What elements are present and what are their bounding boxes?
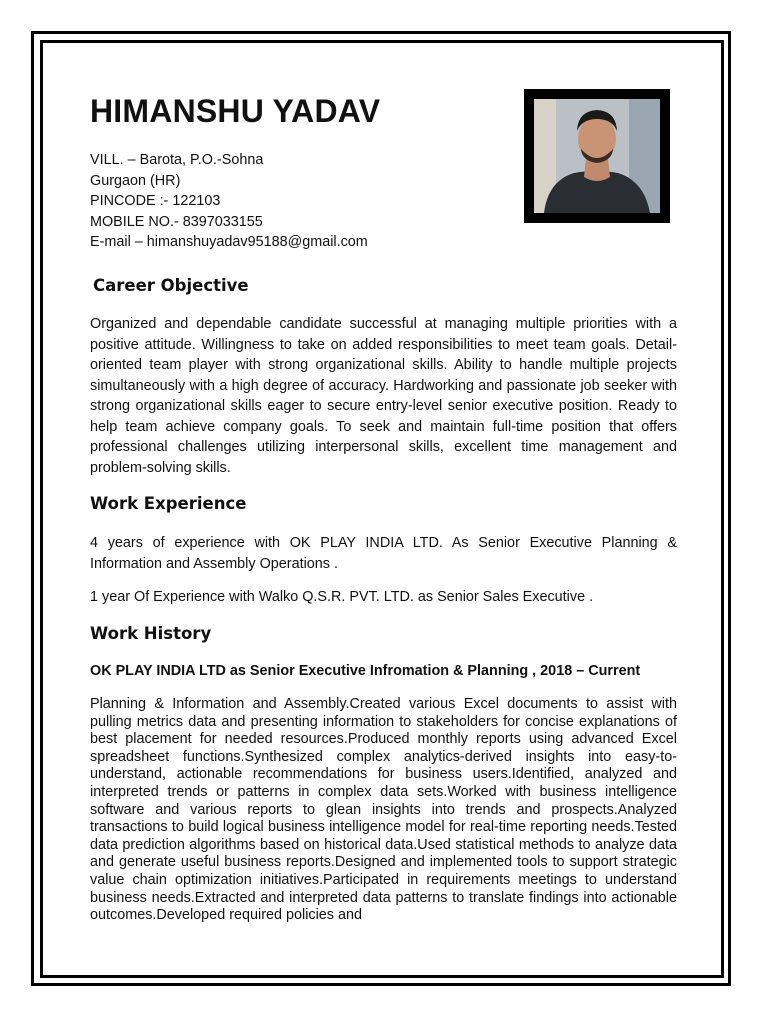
profile-photo [524,89,670,223]
address-village: VILL. – Barota, P.O.-Sohna [90,152,264,168]
work-experience-item-2: 1 year Of Experience with Walko Q.S.R. PVT. LTD. as Senior Sales Executive . [90,589,594,605]
mobile-number: MOBILE NO.- 8397033155 [90,213,263,230]
work-experience-item-1: 4 years of experience with OK PLAY INDIA LTD. As Senior Executive Planning & Information and Assembly Operations . [90,535,677,572]
email-address: E-mail – himanshuyadav95188@gmail.com [90,234,368,250]
career-objective-heading: Career Objective [93,276,249,295]
career-objective-text: Organized and dependable candidate successful at managing multiple priorities with a positive attitude. Willingness to take on added responsibilities to meet team goals. Detail-oriented team player with strong organizational skills. Ability to handle multiple projects simultaneously with a high degree of accuracy. Hardworking and passionate job seeker with strong organizational skills eager to secure entry-level senior executive position. Ready to help team achieve company goals. To seek and maintain full-time position that offers professional challenges utilizing interpersonal skills, excellent time management and problem-solving skills. [90,316,677,476]
work-history-heading: Work History [90,624,212,643]
contact-block [90,150,368,253]
job-title: OK PLAY INDIA LTD as Senior Executive Infromation & Planning , 2018 – Current [90,663,641,679]
portrait-image [534,99,660,213]
address-pincode: PINCODE :- 122103 [90,193,221,209]
address-city: Gurgaon (HR) [90,172,181,189]
candidate-name: HIMANSHU YADAV [90,93,381,129]
work-experience-heading: Work Experience [90,494,247,513]
job-description: Planning & Information and Assembly.Created various Excel documents to assist with pulling metrics data and presenting information to stakeholders for concise explanations of best placement for needed resources.Produced monthly reports using advanced Excel spreadsheet functions.Synthesized complex analytics-derived insights into easy-to-understand, actionable recommendations for business users.Identified, analyzed and interpreted trends or patterns in complex data sets.Worked with business intelligence software and various reports to glean insights into trends and prospects.Analyzed transactions to build logical business intelligence model for real-time reporting needs.Tested data prediction algorithms based on historical data.Used statistical methods to analyze data and generate useful business reports.Designed and implemented tools to support strategic value chain optimization initiatives.Participated in requirements meetings to understand business needs.Extracted and interpreted data patterns to translate findings into actionable outcomes.Developed required policies and [90,696,677,924]
